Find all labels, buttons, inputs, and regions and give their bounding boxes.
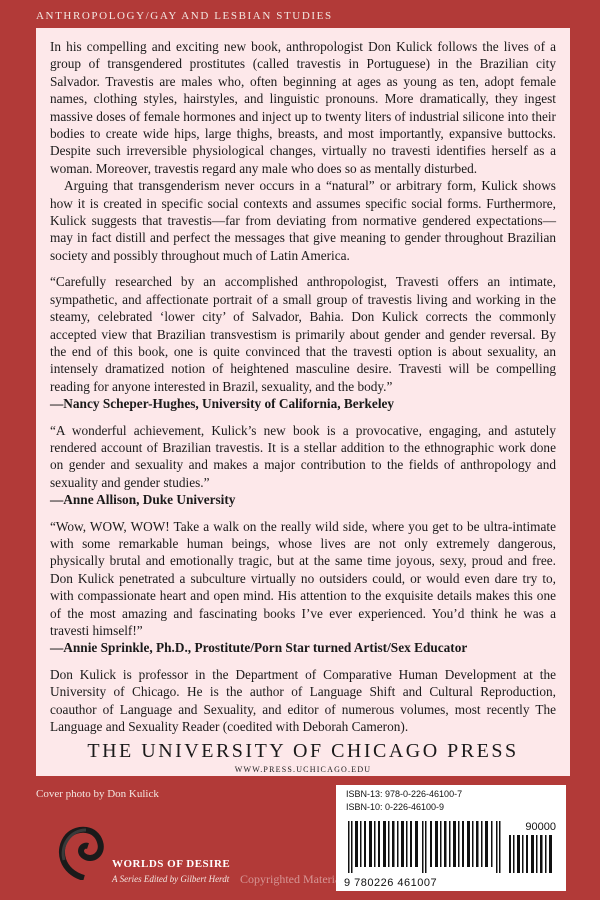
publisher-name: THE UNIVERSITY OF CHICAGO PRESS	[87, 740, 519, 762]
blurb-attribution-1: —Nancy Scheper-Hughes, University of California, Berkeley	[50, 396, 395, 412]
description-paragraph-1: In his compelling and exciting new book, anthropologist Don Kulick follows the lives of a group of transgendered prostitutes (called travestis in Portuguese) in the Brazilian city Salvador. Travestis are males who, often beginning at ages as young as ten, adopt female names, clothing styles, hairstyles, and linguistic pronouns. More dramatically, they ingest massive doses of female hormones and inject up to twenty liters of industrial silicone into their bodies to create wide hips, large thighs, breasts, and most importantly, expansive buttocks. Despite such irreversible physiological changes, virtually no travesti identifies herself as a woman. Moreover, travestis regard any male who does so as mentally disturbed.	[50, 39, 556, 176]
isbn-13: ISBN-13: 978-0-226-46100-7	[346, 789, 463, 799]
series-logo	[54, 820, 294, 900]
blurb-quote-3: “Wow, WOW, WOW! Take a walk on the really wild side, where you get to be ultra-intimate with some remarkable human beings, whose lives are not only extremely dangerous, physically brutal and emotionally tragic, but at the same time joyous, sexy, proud and free. Don Kulick penetrated a subculture virtually no outsiders could, or would even dare try to, with compassionate heart and open mind. His attention to the exquisite details makes this one of the most amazing and fascinating books I’ve ever experienced. You’d think he was a travesti himself!”	[50, 518, 556, 638]
cover-credit: Cover photo by Don Kulick	[36, 788, 159, 800]
series-name: WORLDS OF DESIRE	[112, 858, 231, 870]
spiral-logo-icon	[54, 820, 114, 880]
publisher-url: WWW.PRESS.UCHICAGO.EDU	[234, 765, 372, 774]
blurb-attribution-3: —Annie Sprinkle, Ph.D., Prostitute/Porn Star turned Artist/Sex Educator	[50, 640, 468, 656]
description-paragraph-2: Arguing that transgenderism never occurs in a “natural” or arbitrary form, Kulick shows how it is created in specific social contexts and assumes specific social forms. Furthermore, Kulick suggests that travestis—far from deviating from normative gendered expectations—may in fact distill and perfect the messages that give meaning to gender throughout Brazilian society and possibly throughout much of Latin America.	[50, 178, 556, 263]
blurb-attribution-2: —Anne Allison, Duke University	[50, 492, 236, 508]
watermark: Copyrighted Material	[240, 872, 344, 886]
category-label: ANTHROPOLOGY/GAY AND LESBIAN STUDIES	[36, 10, 333, 22]
isbn-10: ISBN-10: 0-226-46100-9	[346, 802, 445, 812]
blurb-quote-1: “Carefully researched by an accomplished anthropologist, Travesti offers an intimate, sympathetic, and affectionate portrait of a small group of travestis living and working in the steamy, celebrated ‘lower city’ of Salvador, Bahia. Don Kulick corrects the commonly accepted view that Brazilian transvestism is primarily about gender and gender reversal. By the end of this book, one is quite convinced that the travesti option is about sexuality, an intensely dramatized notion of heightened masculine desire. Travesti will be compelling reading for anyone interested in Brazil, sexuality, and the body.”	[50, 274, 556, 394]
author-bio: Don Kulick is professor in the Department of Comparative Human Development at the University of Chicago. He is the author of Language Shift and Cultural Reproduction, coauthor of Language and Sexuality, and editor of numerous volumes, most recently The Language and Sexuality Reader (coedited with Deborah Cameron).	[50, 666, 556, 735]
barcode-icon	[346, 821, 506, 873]
series-editor: A Series Edited by Gilbert Herdt	[112, 874, 230, 884]
barcode-area	[336, 785, 566, 891]
price-code: 90000	[525, 821, 556, 833]
blurb-quote-2: “A wonderful achievement, Kulick’s new book is a provocative, engaging, and astutely rendered account of Brazilian travestis. It is a stellar addition to the ethnographic work done on gender and sexuality and makes a major contribution to the fields of anthropology and sexuality and gender studies.”	[50, 422, 556, 490]
text-panel	[36, 28, 570, 776]
ean-number: 9 780226 461007	[344, 877, 438, 889]
addon-barcode-icon	[508, 835, 556, 873]
